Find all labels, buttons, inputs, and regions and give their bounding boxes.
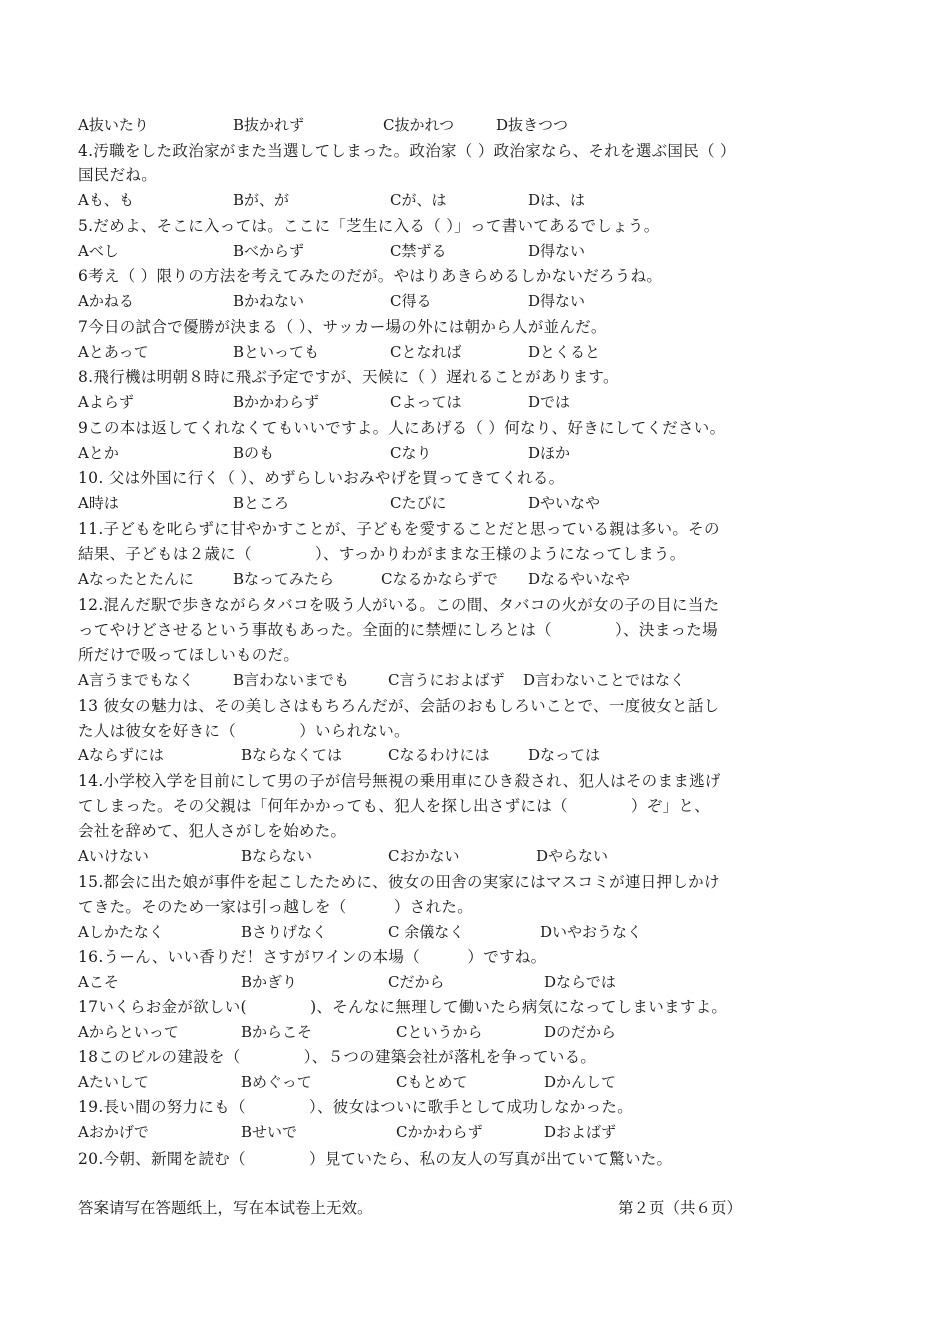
q11-options: [78, 569, 778, 589]
q12-options: [78, 670, 778, 690]
q9-options: [78, 443, 778, 463]
q12-option-c: C言うにおよばず: [388, 671, 505, 689]
q13-stem-line-1: 13 彼女の魅力は、その美しさはもちろんだが、会話のおもしろいことで、一度彼女と話し: [78, 697, 720, 715]
q12-option-a: A言うまでもなく: [78, 671, 194, 689]
q8-options: [78, 392, 778, 412]
q12-stem-line-3: 所だけで吸ってほしいものだ。: [78, 646, 300, 664]
q16-option-d: Dならでは: [544, 973, 616, 991]
q18-option-d: Dかんして: [544, 1073, 617, 1091]
q11-stem-line-2: 結果、子どもは２歳に（ ）、すっかりわがままな王様のようになってしまう。: [78, 545, 686, 563]
q16-option-b: Bかぎり: [241, 973, 298, 991]
q18-option-a: Aたいして: [78, 1073, 149, 1091]
q17-option-a: Aからといって: [78, 1023, 179, 1041]
q16-option-a: Aこそ: [78, 973, 119, 991]
q15-stem-line-1: 15.都会に出た娘が事件を起こしたために、彼女の田舎の実家にはマスコミが連日押しかけ: [78, 873, 720, 891]
q9-option-a: Aとか: [78, 444, 119, 462]
q14-options: [78, 846, 778, 866]
q4-option-b: Bが、が: [233, 191, 290, 209]
q3-option-b: B抜かれず: [233, 116, 305, 134]
q14-option-d: Dやらない: [536, 847, 609, 865]
q13-options: [78, 745, 778, 765]
q13-option-c: Cなるわけには: [388, 746, 490, 764]
q6-option-d: D得ない: [528, 292, 586, 310]
q17-options: [78, 1022, 778, 1042]
q13-option-b: Bならなくては: [241, 746, 343, 764]
q10-option-b: Bところ: [233, 494, 290, 512]
q14-stem-line-3: 会社を辞めて、犯人さがしを始めた。: [78, 822, 347, 840]
q4-option-c: Cが、は: [390, 191, 447, 209]
q7-option-a: Aとあって: [78, 343, 149, 361]
q11-stem-line-1: 11.子どもを叱らずに甘やかすことが、子どもを愛することだと思っている親は多い。その: [78, 520, 720, 538]
q15-option-d: Dいやおうなく: [540, 923, 643, 941]
q5-option-a: Aべし: [78, 242, 119, 260]
q15-option-a: Aしかたなく: [78, 923, 164, 941]
q7-option-b: Bといっても: [233, 343, 320, 361]
q18-stem-line-1: 18このビルの建設を（ ）、５つの建築会社が落札を争っている。: [78, 1048, 597, 1066]
q13-option-a: Aならずには: [78, 746, 164, 764]
q4-stem-line-2: 国民だね。: [78, 166, 158, 184]
q17-option-c: Cというから: [396, 1023, 483, 1041]
q9-option-d: Dほか: [528, 444, 571, 462]
q4-stem-line-1: 4.汚職をした政治家がまた当選してしまった。政治家（ ）政治家なら、それを選ぶ国民（ ）: [78, 142, 736, 160]
q17-option-d: Dのだから: [544, 1023, 617, 1041]
q8-option-d: Dでは: [528, 393, 571, 411]
q6-stem-line-1: 6考え（ ）限りの方法を考えてみたのだが。やはりあきらめるしかないだろうね。: [78, 267, 663, 285]
q14-option-b: Bならない: [241, 847, 313, 865]
q5-option-d: D得ない: [528, 242, 586, 260]
q17-option-b: Bからこそ: [241, 1023, 313, 1041]
q11-option-b: Bなってみたら: [233, 570, 335, 588]
q8-stem-line-1: 8.飛行機は明朝８時に飛ぶ予定ですが、天候に（ ）遅れることがあります。: [78, 368, 619, 386]
q8-option-a: Aよらず: [78, 393, 134, 411]
q12-option-b: B言わないまでも: [233, 671, 350, 689]
q15-stem-line-2: てきた。そのため一家は引っ越しを（ ）された。: [78, 898, 474, 916]
q19-stem-line-1: 19.長い間の努力にも（ ）、彼女はついに歌手として成功しなかった。: [78, 1098, 634, 1116]
q20-stem-line-1: 20.今朝、新聞を読む（ ）見ていたら、私の友人の写真が出ていて驚いた。: [78, 1150, 673, 1168]
q5-options: [78, 241, 778, 261]
q10-stem-line-1: 10. 父は外国に行く（ ）、めずらしいおみやげを買ってきてくれる。: [78, 469, 565, 487]
q19-option-b: Bせいで: [241, 1123, 298, 1141]
q11-option-d: Dなるやいなや: [528, 570, 631, 588]
q12-option-d: D言わないことではなく: [523, 671, 686, 689]
q19-option-a: Aおかげで: [78, 1123, 149, 1141]
q16-option-c: Cだから: [388, 973, 445, 991]
q14-stem-line-1: 14.小学校入学を目前にして男の子が信号無視の乗用車にひき殺され、犯人はそのまま逃げ: [78, 772, 721, 790]
q19-options: [78, 1122, 778, 1142]
q9-stem-line-1: 9この本は返してくれなくてもいいですよ。人にあげる（ ）何なり、好きにしてください。: [78, 419, 726, 437]
q3-option-c: C抜かれつ: [383, 116, 455, 134]
q6-option-b: Bかねない: [233, 292, 305, 310]
q18-options: [78, 1072, 778, 1092]
q14-option-c: Cおかない: [388, 847, 460, 865]
q12-stem-line-1: 12.混んだ駅で歩きながらタバコを吸う人がいる。この間、タバコの火が女の子の目に当た: [78, 596, 720, 614]
q14-stem-line-2: てしまった。その父親は「何年かかっても、犯人を探し出さずには（ ）ぞ」と、: [78, 797, 711, 815]
q17-stem-line-1: 17いくらお金が欲しい( )、そんなに無理して働いたら病気になってしまいますよ。: [78, 998, 728, 1016]
q13-option-d: Dなっては: [528, 746, 601, 764]
q5-option-c: C禁ずる: [390, 242, 447, 260]
q10-option-a: A時は: [78, 494, 119, 512]
q15-option-b: Bさりげなく: [241, 923, 328, 941]
q7-options: [78, 342, 778, 362]
q18-option-c: Cもとめて: [396, 1073, 468, 1091]
q5-option-b: Bべからず: [233, 242, 305, 260]
q9-option-c: Cなり: [390, 444, 432, 462]
q4-option-d: Dは、は: [528, 191, 586, 209]
q8-option-c: Cよっては: [390, 393, 462, 411]
q16-stem-line-1: 16.うーん、いい香りだ！さすがワインの本場（ ）ですね。: [78, 948, 547, 966]
q3-option-d: D抜きつつ: [496, 116, 569, 134]
q7-option-d: Dとくると: [528, 343, 601, 361]
q9-option-b: Bのも: [233, 444, 275, 462]
q15-options: [78, 922, 778, 942]
q8-option-b: Bかかわらず: [233, 393, 320, 411]
q12-stem-line-2: ってやけどさせるという事故もあった。全面的に禁煙にしろとは（ ）、決まった場: [78, 621, 718, 639]
q7-stem-line-1: 7今日の試合で優勝が決まる（ ）、サッカー場の外には朝から人が並んだ。: [78, 318, 607, 336]
q4-option-a: Aも、も: [78, 191, 134, 209]
q19-option-d: Dおよばず: [544, 1123, 617, 1141]
q6-option-a: Aかねる: [78, 292, 134, 310]
q13-stem-line-2: た人は彼女を好きに（ ）いられない。: [78, 722, 410, 740]
q4-options: [78, 190, 778, 210]
answer-sheet-note: 答案请写在答题纸上，写在本试卷上无效。: [78, 1199, 373, 1217]
q16-options: [78, 972, 778, 992]
q6-options: [78, 291, 778, 311]
q19-option-c: Cかかわらず: [396, 1123, 483, 1141]
q10-option-d: Dやいなや: [528, 494, 601, 512]
q18-option-b: Bめぐって: [241, 1073, 312, 1091]
q11-option-c: Cなるかならずで: [381, 570, 498, 588]
q5-stem-line-1: 5.だめよ、そこに入っては。ここに「芝生に入る（ ）」って書いてあるでしょう。: [78, 217, 660, 235]
q6-option-c: C得る: [390, 292, 432, 310]
q10-options: [78, 493, 778, 513]
q10-option-c: Cたびに: [390, 494, 447, 512]
q7-option-c: Cとなれば: [390, 343, 462, 361]
q15-option-c: C 余儀なく: [388, 923, 465, 941]
q14-option-a: Aいけない: [78, 847, 149, 865]
q3-options: [78, 115, 778, 135]
q3-option-a: A抜いたり: [78, 116, 149, 134]
q11-option-a: Aなったとたんに: [78, 570, 194, 588]
page-number: 第２页（共６页）: [618, 1199, 743, 1217]
